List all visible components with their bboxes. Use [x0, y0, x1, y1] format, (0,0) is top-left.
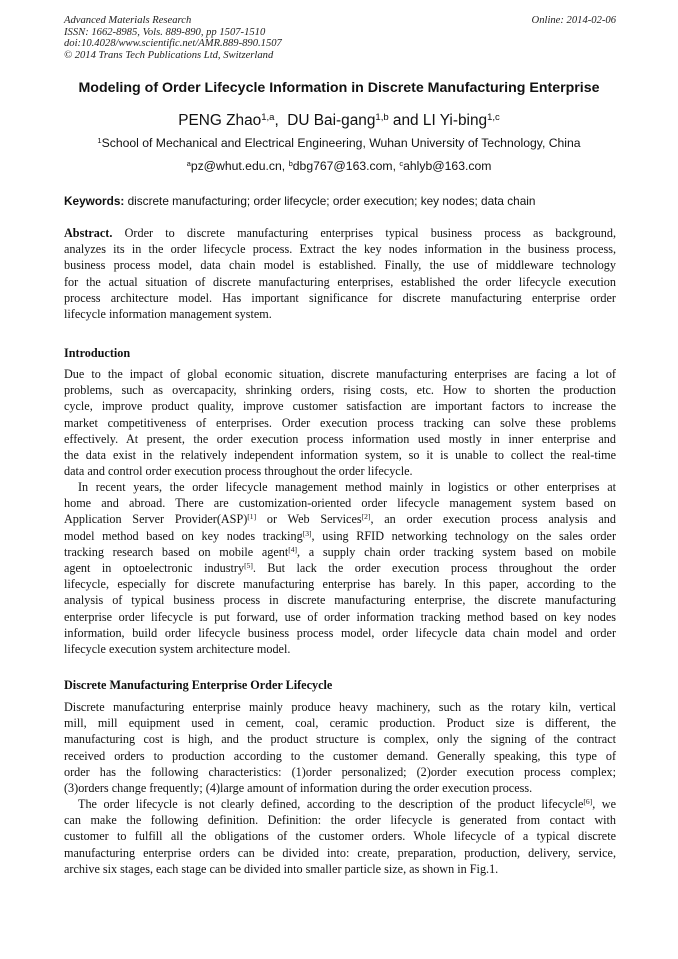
keywords-label: Keywords: [64, 194, 125, 208]
affiliation-text: School of Mechanical and Electrical Engineering, Wuhan University of Technology, China [101, 136, 581, 150]
abstract-label: Abstract. [64, 226, 113, 240]
abstract-line: business process model, data chain model is established. Finally, the use of middleware technology [64, 258, 616, 273]
text-line: effectively. At present, the order execution process information used mostly in inner enterprise and [64, 431, 616, 446]
text-line: (3)orders change frequently; (4)large amount of information during the order execution process. [64, 780, 533, 795]
journal-name: Advanced Materials Research [64, 15, 192, 26]
text-line: home and abroad. There are customization-oriented order lifecycle management system based on [64, 496, 616, 511]
author-name: DU Bai-gang [287, 112, 376, 129]
text-line: mill, mill equipment used in cement, coal, ceramic production. Product size is different, the [64, 716, 616, 731]
text-line: model method based on key nodes tracking[3], using RFID networking technology on the sales order [64, 528, 616, 543]
text-line: Due to the impact of global economic situation, discrete manufacturing enterprises are facing a lot of [64, 367, 616, 381]
section2-paragraph-2 [64, 796, 616, 877]
text-line: tracking research based on mobile agent[4], a supply chain order tracking system based on mobile [64, 544, 616, 559]
citation[interactable]: [5] [244, 560, 253, 570]
text-line: Application Server Provider(ASP)[1] or Web Services[2], an order execution process analysis and [64, 512, 616, 527]
text-line: agent in optoelectronic industry[5]. But lack the order execution process throughout the order [64, 560, 617, 575]
keywords [64, 194, 616, 208]
author-affil-mark: 1,b [375, 111, 389, 123]
text-line: order has the following characteristics: (1)order personalized; (2)order execution process complex; [64, 764, 616, 779]
email-mark: c [399, 158, 404, 168]
abstract-line: lifecycle information management system. [64, 306, 272, 321]
text-line: In recent years, the order lifecycle management method mainly in logistics or other enterprises at [78, 480, 616, 494]
affiliation-mark: 1 [97, 135, 102, 145]
author-emails: $^a$pz@whut.edu.cn, $^b$dbg767@163.com, $^c$ahlyb@163.com [186, 158, 492, 173]
affiliation [0, 136, 678, 150]
email-mark: a [186, 158, 191, 168]
author-affil-mark: 1,a [261, 111, 275, 123]
intro-paragraph-1 [64, 366, 616, 479]
text-line: enterprise order lifecycle is put forward, use of order information tracking method based on key nodes [64, 609, 616, 624]
author-name: LI Yi-bing [422, 112, 488, 129]
text-line: problems, such as overcapacity, shrinking orders, rising costs, etc. How to shorten the production [64, 383, 616, 398]
text-line: market competitiveness of enterprises. Order execution process tracking can solve these problems [64, 415, 616, 430]
abstract-line: for the actual situation of discrete manufacturing enterprises, established the order lifecycle execution [64, 274, 616, 289]
text-line: manufacturing enterprise orders can be divided into: create, preparation, production, delivery, service, [64, 845, 616, 860]
text-line: archive six stages, each stage can be divided into smaller particle size, as shown in Fig.1. [64, 861, 499, 876]
text-line: Discrete manufacturing enterprise mainly produce heavy machinery, such as the rotary kiln, vertical [64, 700, 616, 714]
email-link[interactable]: pz@whut.edu.cn [190, 159, 282, 173]
journal-header [64, 15, 616, 61]
online-date: Online: 2014-02-06 [531, 15, 616, 26]
section-heading: Introduction [64, 346, 131, 360]
citation[interactable]: [2] [361, 512, 371, 522]
text-line: information, build order lifecycle business process model, order lifecycle data chain model and order [64, 625, 616, 640]
text-line: the data exist in the relatively independent information system, so it is unable to collect the real-time [64, 447, 616, 462]
text-line: received orders to production according to the customer demand. Generally speaking, this type of [64, 748, 616, 763]
citation[interactable]: [6] [583, 796, 593, 806]
abstract-line: Abstract. Order to discrete manufacturing enterprises typical business process as background, [64, 226, 616, 240]
paper-title: Modeling of Order Lifecycle Information in Discrete Manufacturing Enterprise [78, 80, 600, 96]
text-line: The order lifecycle is not clearly defined, according to the description of the product lifecycle[6], we [78, 796, 616, 811]
email-link[interactable]: dbg767@163.com [292, 159, 393, 173]
email-mark: b [288, 158, 293, 168]
issn-line: ISSN: 1662-8985, Vols. 889-890, pp 1507-1510 [64, 26, 266, 38]
author-affil-mark: 1,c [487, 111, 500, 123]
keywords-text: discrete manufacturing; order lifecycle; order execution; key nodes; data chain [127, 194, 536, 208]
text-line: manufacturing cost is high, and the product structure is complex, only the signing of the contract [64, 732, 616, 747]
email-link[interactable]: ahlyb@163.com [403, 159, 492, 173]
abstract-line: process architecture model. Has important significance for discrete manufacturing enterprise order [64, 290, 616, 305]
text-line: customer to fulfill all the obligations of the customer orders. Whole lifecycle of a typical discrete [64, 829, 616, 844]
text-line: data and control order execution process throughout the order lifecycle. [64, 464, 413, 479]
text-line: lifecycle, especially for discrete manufacturing enterprise has barely. In this paper, according to the [64, 577, 616, 592]
copyright-line: © 2014 Trans Tech Publications Ltd, Switzerland [64, 49, 274, 61]
abstract [64, 225, 616, 322]
text-line: cycle, improve product quality, improve customer satisfaction are important factors to increase the [64, 399, 616, 414]
text-line: lifecycle execution system architecture model. [64, 641, 291, 656]
citation[interactable]: [4] [288, 544, 298, 554]
doi-line[interactable]: doi:10.4028/www.scientific.net/AMR.889-890.1507 [64, 38, 282, 50]
citation[interactable]: [3] [302, 528, 312, 538]
author-list: PENG Zhao$^{1,a}$, DU Bai-gang$^{1,b}$ and LI Yi-bing$^{1,c}$ [178, 111, 500, 129]
section2-paragraph-1 [64, 699, 616, 796]
author-name: PENG Zhao [178, 112, 262, 129]
author-conjunction: and [388, 112, 423, 129]
section-heading: Discrete Manufacturing Enterprise Order Lifecycle [64, 678, 333, 692]
text-line: can make the following definition. Definition: the order lifecycle is generated from contact with [64, 813, 616, 828]
abstract-line: analyzes its in the order lifecycle process. Extract the key nodes information in the business process, [64, 242, 616, 257]
text-line: analysis of typical business process in discrete manufacturing enterprise, the discrete manufacturing [64, 593, 616, 608]
intro-paragraph-2 [64, 479, 616, 657]
citation[interactable]: [1] [247, 512, 257, 522]
